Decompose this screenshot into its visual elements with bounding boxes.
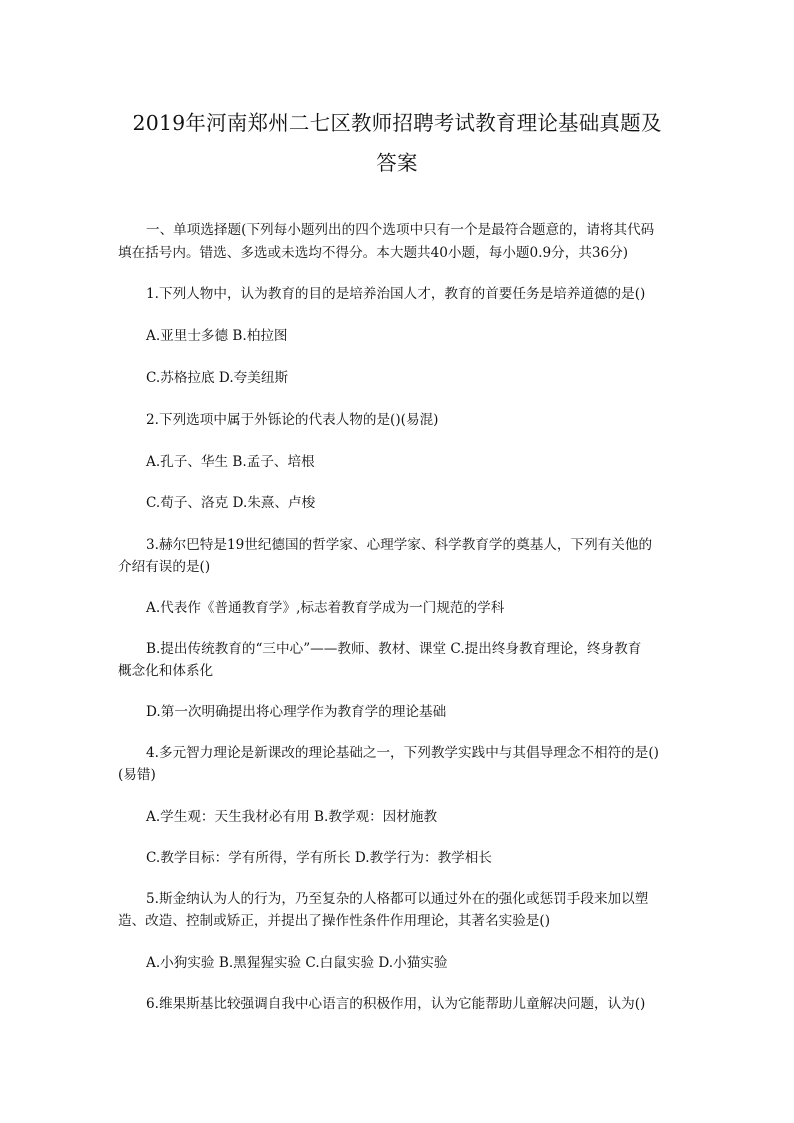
question-5-options-abcd: A.小狗实验 B.黑猩猩实验 C.白鼠实验 D.小猫实验 (146, 955, 448, 971)
question-3-option-d: D.第一次明确提出将心理学作为教育学的理论基础 (146, 704, 447, 720)
question-1-options-ab: A.亚里士多德 B.柏拉图 (146, 328, 288, 344)
question-5-stem-line-1: 5.斯金纳认为人的行为，乃至复杂的人格都可以通过外在的强化或惩罚手段来加以塑 (146, 891, 649, 907)
question-4-options-cd: C.教学目标：学有所得，学有所长 D.教学行为：教学相长 (146, 850, 492, 866)
question-1-stem: 1.下列人物中，认为教育的目的是培养治国人才，教育的首要任务是培养道德的是() (146, 286, 646, 302)
question-4-stem-line-2: (易错) (118, 767, 156, 783)
section-intro-line-2: 填在括号内。错选、多选或未选均不得分。本大题共40小题，每小题0.9分，共36分) (118, 245, 629, 261)
question-2-options-cd: C.荀子、洛克 D.朱熹、卢梭 (146, 495, 316, 511)
question-2-stem: 2.下列选项中属于外铄论的代表人物的是()(易混) (146, 412, 439, 428)
question-1-options-cd: C.苏格拉底 D.夸美纽斯 (146, 370, 289, 386)
question-3-option-a: A.代表作《普通教育学》,标志着教育学成为一门规范的学科 (146, 600, 505, 616)
question-3-option-bc-line-2: 概念化和体系化 (118, 663, 214, 679)
question-6-stem: 6.维果斯基比较强调自我中心语言的积极作用，认为它能帮助儿童解决问题，认为() (146, 996, 646, 1012)
section-intro-line-1: 一、单项选择题(下列每小题列出的四个选项中只有一个是最符合题意的，请将其代码 (146, 222, 655, 238)
question-5-stem-line-2: 造、改造、控制或矫正，并提出了操作性条件作用理论，其著名实验是() (118, 913, 551, 929)
question-3-stem-line-2: 介绍有误的是() (118, 559, 211, 575)
question-4-options-ab: A.学生观：天生我材必有用 B.教学观：因材施教 (146, 809, 438, 825)
question-3-stem-line-1: 3.赫尔巴特是19世纪德国的哲学家、心理学家、科学教育学的奠基人，下列有关他的 (146, 537, 653, 553)
question-2-options-ab: A.孔子、华生 B.孟子、培根 (146, 454, 315, 470)
question-4-stem-line-1: 4.多元智力理论是新课改的理论基础之一，下列教学实践中与其倡导理念不相符的是() (146, 745, 659, 761)
question-3-option-bc-line-1: B.提出传统教育的“三中心”——教师、教材、课堂 C.提出终身教育理论，终身教育 (146, 641, 642, 657)
document-title-line-2: 答案 (376, 151, 418, 175)
document-title-line-1: 2019年河南郑州二七区教师招聘考试教育理论基础真题及 (132, 111, 662, 135)
